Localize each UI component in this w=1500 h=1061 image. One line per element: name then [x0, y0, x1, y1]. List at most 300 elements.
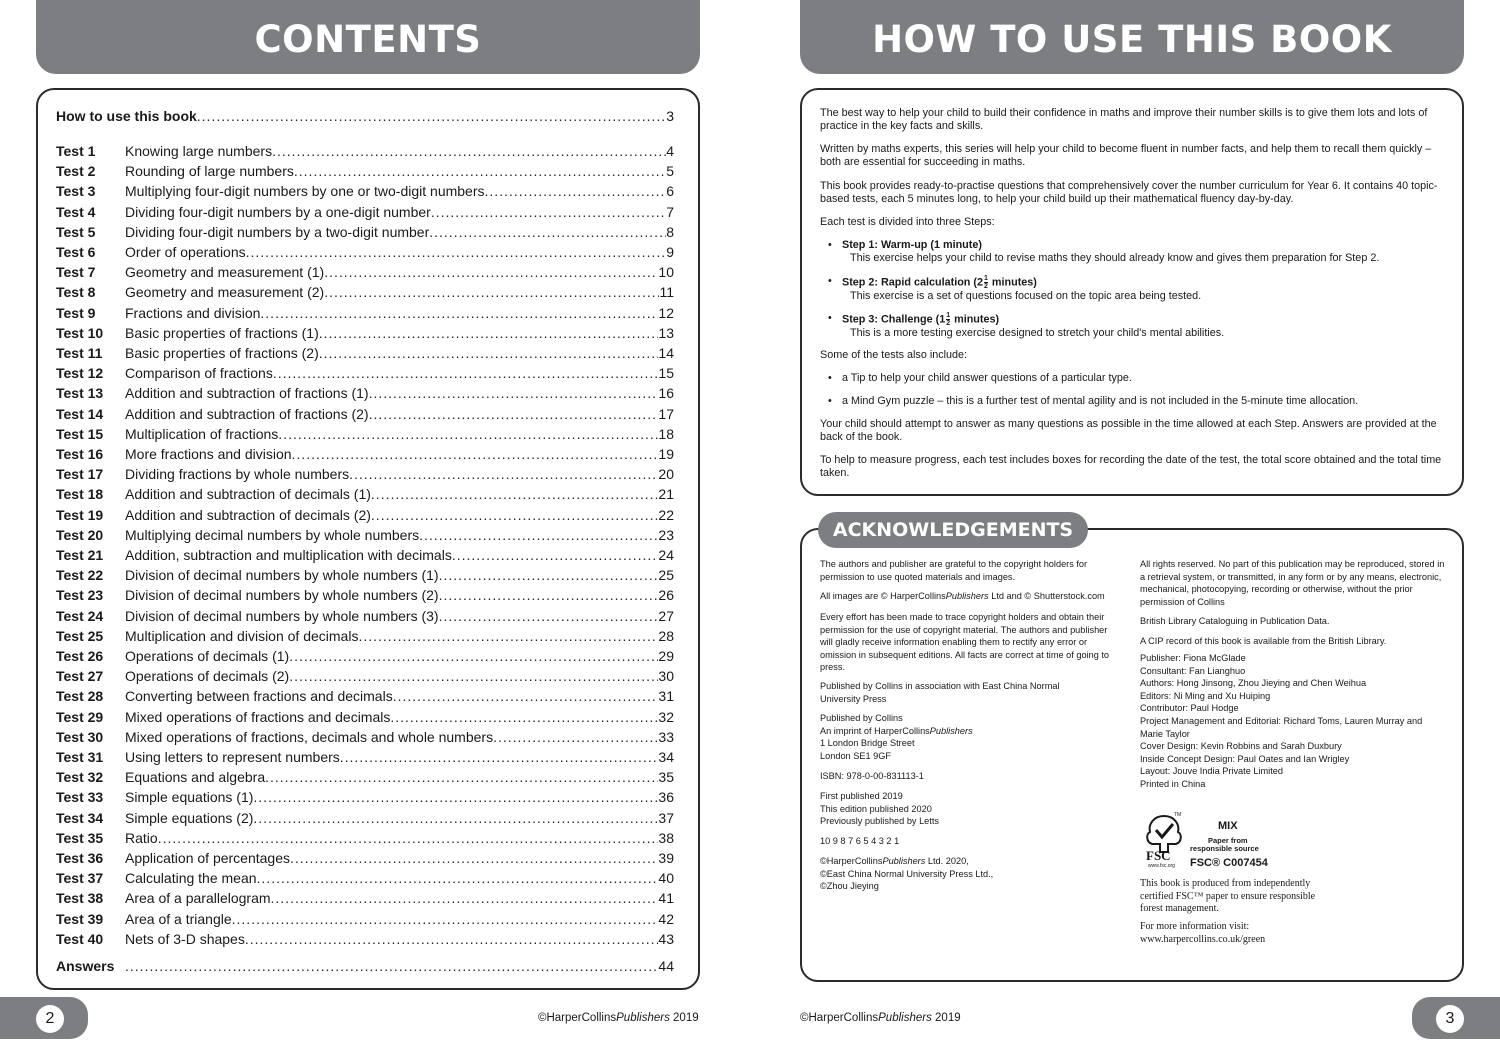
contents-box [36, 88, 700, 990]
ack-c1-i3: ©Zhou Jieying [820, 881, 879, 891]
ack-c1-e2-italic: Publishers [929, 725, 973, 736]
toc-test-page: 10 [658, 264, 674, 281]
toc-row[interactable] [56, 242, 674, 262]
toc-test-number: Test 33 [56, 789, 104, 806]
credit-line: Authors: Hong Jinsong, Zhou Jieying and Chen Weihua [1140, 678, 1367, 689]
toc-test-page: 16 [658, 385, 674, 402]
toc-test-page: 20 [658, 466, 674, 483]
toc-test-page: 7 [666, 203, 674, 220]
toc-row[interactable] [56, 848, 674, 868]
toc-test-title: Converting between fractions and decimals [125, 688, 393, 705]
toc-leader [358, 626, 658, 646]
ack-c1-b-italic: Publishers [945, 591, 989, 601]
toc-test-page: 6 [666, 183, 674, 200]
toc-test-number: Test 40 [56, 930, 104, 947]
fraction-numerator: 1 [946, 312, 951, 319]
toc-leader [369, 383, 659, 403]
toc-test-title: Geometry and measurement (2) [125, 284, 325, 301]
toc-leader [294, 161, 666, 181]
toc-leader [439, 585, 659, 605]
toc-test-number: Test 8 [56, 284, 96, 301]
contents-banner [36, 0, 700, 74]
toc-test-number: Test 15 [56, 425, 104, 442]
ack-c2-b: British Library Cataloguing in Publication Data. [1140, 616, 1330, 626]
step-2 [828, 275, 1444, 303]
include-2-text: a Mind Gym puzzle – this is a further test of mental agility and is not included in the 5-minute time allocation. [842, 395, 1359, 407]
toc-test-title: Knowing large numbers [125, 143, 273, 159]
toc-intro-title: How to use this book [56, 108, 197, 124]
ack-c1-i1-pre: ©HarperCollins [820, 856, 883, 866]
toc-leader [245, 929, 659, 949]
toc-test-title: Nets of 3-D shapes [125, 930, 245, 947]
fsc-trademark: TM [1174, 812, 1182, 818]
ack-c1-a: The authors and publisher are grateful to the copyright holders for permission to use quoted materials and images. [820, 559, 1088, 582]
ack-c1-i1 [820, 855, 993, 868]
ack-c1-i1-italic: Publishers [882, 856, 926, 866]
toc-leader [324, 282, 659, 302]
how-to-box [800, 88, 1464, 496]
fsc-code: FSC® C007454 [1190, 857, 1268, 869]
toc-test-number: Test 30 [56, 728, 104, 745]
toc-row[interactable] [56, 767, 674, 787]
toc-test-title: Application of percentages [125, 850, 290, 866]
toc-leader [485, 181, 667, 201]
toc-leader [272, 141, 666, 161]
toc-test-page: 27 [658, 607, 674, 624]
ack-c1-isbn: ISBN: 978-0-00-831113-1 [820, 771, 924, 781]
toc-test-title: Addition and subtraction of decimals (2) [125, 506, 371, 523]
htu-p5: Some of the tests also include: [820, 349, 968, 361]
toc-row[interactable] [56, 686, 674, 706]
toc-row[interactable] [56, 404, 674, 424]
ack-c1-e4: London SE1 9GF [820, 750, 891, 761]
toc-row[interactable] [56, 666, 674, 686]
ack-c1-b [820, 590, 1130, 603]
ack-c2-a: All rights reserved. No part of this publication may be reproduced, stored in a retrieval system, or transmitted, in any form or by any means, electronic, mechanical, photocopying, recording or otherwise, without the prior permission of Collins [1140, 559, 1445, 607]
toc-leader [393, 686, 659, 706]
toc-test-page: 18 [658, 425, 674, 442]
toc-row[interactable] [56, 363, 674, 383]
toc-leader [125, 956, 658, 976]
step-3 [828, 312, 1444, 340]
toc-test-number: Test 31 [56, 749, 104, 765]
toc-row[interactable] [56, 303, 674, 323]
step-1 [828, 239, 1444, 265]
toc-leader [390, 707, 658, 727]
toc-row[interactable] [56, 161, 674, 181]
bullet-icon: • [828, 312, 832, 324]
htu-p3: This book provides ready-to-practise questions that comprehensively cover the number curriculum for Year 6. It contains 40 topic-based tests, each 5 minutes long, to help your child build up their mathematical fluency day-by-day. [820, 180, 1438, 205]
fsc-more-label: For more information visit: [1140, 921, 1250, 932]
toc-leader [349, 464, 658, 484]
ack-c1-c: Every effort has been made to trace copyright holders and obtain their permission for the use of copyright material. The authors and publisher will gladly receive information enabling them to rectify any error or omission in subsequent editions. All facts are correct at time of going to press. [820, 612, 1110, 672]
ack-c1-i2: ©East China Normal University Press Ltd., [820, 868, 994, 879]
include-1-text: a Tip to help your child answer questions of a particular type. [842, 372, 1132, 384]
toc-test-title: Mixed operations of fractions and decimals [125, 708, 391, 725]
credit-line: Inside Concept Design: Paul Oates and Ian Wrigley [1140, 753, 1350, 764]
bullet-icon: • [828, 395, 832, 407]
toc-test-title: Multiplying four-digit numbers by one or two-digit numbers [125, 183, 485, 200]
toc-test-page: 4 [666, 143, 674, 159]
ack-c2-c: A CIP record of this book is available from the British Library. [1140, 636, 1387, 646]
toc-test-title: Division of decimal numbers by whole numbers (1) [125, 567, 439, 584]
toc-test-page: 12 [658, 304, 674, 321]
toc-intro-row[interactable] [56, 106, 674, 126]
toc-test-page: 35 [658, 769, 674, 786]
toc-leader [431, 202, 666, 222]
toc-row[interactable] [56, 606, 674, 626]
toc-test-number: Test 19 [56, 506, 104, 523]
toc-leader [253, 787, 658, 807]
toc-leader [493, 727, 658, 747]
footer-left [538, 1012, 699, 1024]
toc-test-number: Test 35 [56, 829, 104, 846]
toc-row[interactable] [56, 464, 674, 484]
ack-c1-g2: This edition published 2020 [820, 803, 932, 814]
htu-p4: Each test is divided into three Steps: [820, 216, 995, 228]
credit-line: Cover Design: Kevin Robbins and Sarah Duxbury [1140, 741, 1342, 752]
toc-test-page: 29 [658, 648, 674, 664]
fsc-logo-text: FSC [1146, 848, 1171, 863]
fsc-source: responsible source [1190, 844, 1259, 853]
toc-row[interactable] [56, 181, 674, 201]
acknowledgements-title: ACKNOWLEDGEMENTS [832, 519, 1074, 541]
toc-answers-title: Answers [56, 958, 115, 974]
ack-c1-address [820, 712, 973, 762]
toc-test-number: Test 32 [56, 769, 104, 786]
fsc-paper: Paper from [1208, 836, 1248, 845]
toc-test-number: Test 24 [56, 607, 104, 624]
ack-c1-b-pre: All images are © HarperCollins [820, 591, 946, 601]
toc-test-title: Equations and algebra [125, 769, 266, 786]
toc-row[interactable] [56, 202, 674, 222]
toc-row[interactable] [56, 505, 674, 525]
toc-test-number: Test 14 [56, 405, 104, 422]
toc-test-title: Division of decimal numbers by whole numbers (2) [125, 587, 439, 604]
toc-leader [289, 646, 658, 666]
toc-leader [158, 828, 659, 848]
how-to-banner [800, 0, 1464, 74]
toc-test-number: Test 12 [56, 365, 104, 382]
bullet-icon: • [828, 239, 832, 251]
toc-test-page: 11 [659, 284, 674, 301]
footer-left-prefix: ©HarperCollins [538, 1012, 617, 1024]
toc-test-title: Operations of decimals (1) [125, 648, 290, 664]
toc-test-page: 42 [658, 910, 674, 927]
toc-test-page: 14 [658, 345, 674, 361]
toc-test-title: Mixed operations of fractions, decimals and whole numbers [125, 728, 494, 745]
footer-left-italic: Publishers [616, 1012, 670, 1024]
toc-test-page: 17 [658, 405, 674, 422]
toc-test-page: 21 [658, 486, 674, 503]
toc-test-title: Simple equations (2) [125, 809, 254, 826]
step-2-label-b: minutes) [988, 276, 1037, 289]
toc-row[interactable] [56, 484, 674, 504]
credit-line: Printed in China [1140, 778, 1206, 789]
toc-row[interactable] [56, 141, 674, 161]
toc-leader [232, 909, 659, 929]
toc-test-title: Dividing fractions by whole numbers [125, 466, 350, 483]
toc-row[interactable] [56, 929, 674, 949]
toc-test-page: 25 [658, 567, 674, 584]
toc-row[interactable] [56, 262, 674, 282]
credit-line: Editors: Ni Ming and Xu Huiping [1140, 690, 1271, 701]
toc-test-title: Basic properties of fractions (2) [125, 345, 319, 361]
credit-line: Project Management and Editorial: Richard Toms, Lauren Murray and Marie Taylor [1140, 715, 1423, 739]
include-1 [828, 372, 1444, 385]
toc-leader [369, 404, 659, 424]
toc-row[interactable] [56, 727, 674, 747]
toc-leader [257, 868, 659, 888]
footer-right-suffix: 2019 [931, 1012, 961, 1024]
step-2-desc: This exercise is a set of questions focused on the topic area being tested. [850, 290, 1202, 302]
toc-row[interactable] [56, 323, 674, 343]
toc-test-title: Addition and subtraction of fractions (1) [125, 385, 369, 402]
toc-test-number: Test 5 [56, 223, 96, 240]
step-3-label-a: Step 3: Challenge (1 [842, 313, 946, 326]
page-number-tab-left [0, 997, 88, 1039]
toc-test-title: Area of a parallelogram [125, 890, 271, 907]
step-3-desc: This is a more testing exercise designed to stretch your child's mental abilities. [850, 327, 1225, 339]
toc-test-number: Test 23 [56, 587, 104, 604]
toc-leader [273, 363, 659, 383]
fsc-more [1140, 921, 1265, 946]
toc-test-page: 38 [658, 829, 674, 846]
toc-test-title: Simple equations (1) [125, 789, 254, 806]
toc-leader [439, 606, 659, 626]
credit-line: Consultant: Fan Lianghuo [1140, 665, 1246, 676]
toc-test-title: Order of operations [125, 244, 246, 260]
fsc-logo-site: www.fsc.org [1148, 863, 1175, 869]
toc-test-page: 33 [658, 728, 674, 745]
toc-test-number: Test 18 [56, 486, 104, 503]
toc-test-title: Calculating the mean [125, 870, 257, 887]
toc-test-title: Geometry and measurement (1) [125, 264, 325, 281]
fsc-more-link[interactable]: www.harpercollins.co.uk/green [1140, 933, 1266, 945]
toc-test-page: 39 [658, 850, 674, 866]
toc-test-number: Test 9 [56, 304, 96, 321]
toc-row[interactable] [56, 707, 674, 727]
fraction-denominator: 2 [946, 320, 951, 327]
toc-leader [371, 505, 659, 525]
toc-test-number: Test 10 [56, 324, 104, 341]
ack-c1-i1-post: Ltd. 2020, [925, 856, 969, 866]
toc-test-number: Test 3 [56, 183, 96, 200]
htu-p6: Your child should attempt to answer as many questions as possible in the time allowed at each Step. Answers are provided at the back of the book. [820, 418, 1437, 443]
toc-test-title: Ratio [125, 829, 158, 846]
step-2-label-a: Step 2: Rapid calculation (2 [842, 276, 983, 289]
toc-test-page: 37 [658, 809, 674, 826]
toc-test-page: 26 [658, 587, 674, 604]
half-fraction [946, 312, 950, 327]
toc-test-title: Dividing four-digit numbers by a one-digit number [125, 203, 431, 220]
toc-test-number: Test 16 [56, 446, 104, 462]
acknowledgements-tab [818, 512, 1088, 548]
toc-test-number: Test 27 [56, 668, 104, 685]
htu-p2: Written by maths experts, this series will help your child to become fluent in number facts, and help them to recall them quickly – both are essential for succeeding in maths. [820, 143, 1432, 168]
toc-test-number: Test 1 [56, 143, 96, 159]
toc-row[interactable] [56, 909, 674, 929]
toc-test-number: Test 29 [56, 708, 104, 725]
footer-right-italic: Publishers [878, 1012, 932, 1024]
toc-test-number: Test 34 [56, 809, 104, 826]
toc-test-page: 13 [658, 324, 674, 341]
fraction-denominator: 2 [984, 283, 988, 290]
toc-test-number: Test 26 [56, 648, 104, 664]
toc-test-number: Test 13 [56, 385, 104, 402]
acknowledgements-box [800, 528, 1464, 982]
htu-p1: The best way to help your child to build their confidence in maths and improve their number skills is to give them lots and lots of practice in the key facts and skills. [820, 107, 1428, 132]
toc-leader [319, 343, 659, 363]
credit-line: Contributor: Paul Hodge [1140, 703, 1239, 714]
toc-row[interactable] [56, 646, 674, 666]
footer-right-prefix: ©HarperCollins [800, 1012, 879, 1024]
toc-leader [340, 747, 659, 767]
htu-p7: To help to measure progress, each test includes boxes for recording the date of the test, the total score obtained and the total time taken. [820, 454, 1442, 479]
toc-test-page: 9 [666, 244, 674, 260]
toc-test-title: Division of decimal numbers by whole numbers (3) [125, 607, 439, 624]
ack-c1-g1: First published 2019 [820, 791, 903, 801]
toc-row[interactable] [56, 525, 674, 545]
toc-row[interactable] [56, 282, 674, 302]
ack-c1-g3: Previously published by Letts [820, 816, 939, 826]
fsc-note: This book is produced from independently certified FSC™ paper to ensure responsible forest management. [1140, 878, 1316, 914]
credit-line: Layout: Jouve India Private Limited [1140, 766, 1283, 777]
toc-test-number: Test 25 [56, 627, 104, 644]
toc-leader [260, 303, 658, 323]
toc-row[interactable] [56, 343, 674, 363]
toc-leader [429, 222, 666, 242]
toc-test-title: Dividing four-digit numbers by a two-digit number [125, 223, 430, 240]
ack-c1-e3: 1 London Bridge Street [820, 738, 915, 748]
toc-test-page: 8 [666, 223, 674, 240]
how-to-title: HOW TO USE THIS BOOK [872, 18, 1392, 61]
ack-c1-e2-pre: An imprint of HarperCollins [820, 725, 930, 736]
toc-test-number: Test 4 [56, 203, 96, 220]
toc-leader [278, 424, 658, 444]
toc-leader [452, 545, 659, 565]
toc-test-page: 22 [658, 506, 674, 523]
toc-test-page: 31 [658, 688, 674, 705]
toc-row[interactable] [56, 444, 674, 464]
toc-leader [197, 106, 666, 126]
toc-test-title: Addition and subtraction of fractions (2) [125, 405, 369, 422]
toc-test-number: Test 17 [56, 466, 104, 483]
toc-test-number: Test 11 [56, 345, 103, 361]
toc-test-number: Test 38 [56, 890, 104, 907]
toc-row[interactable] [56, 565, 674, 585]
toc-test-title: Addition and subtraction of decimals (1) [125, 486, 371, 503]
toc-row[interactable] [56, 828, 674, 848]
toc-test-number: Test 6 [56, 244, 96, 260]
ack-c1-b-post: Ltd and © Shutterstock.com [988, 591, 1105, 601]
fraction-numerator: 1 [984, 275, 988, 282]
toc-leader [289, 666, 658, 686]
toc-row[interactable] [56, 424, 674, 444]
toc-row[interactable] [56, 808, 674, 828]
ack-c1-d: Published by Collins in association with East China Normal University Press [820, 681, 1060, 704]
toc-leader [253, 808, 658, 828]
toc-test-page: 32 [658, 708, 674, 725]
half-fraction [984, 275, 988, 290]
toc-test-title: Rounding of large numbers [125, 163, 294, 180]
footer-right [800, 1012, 961, 1024]
toc-leader [324, 262, 658, 282]
toc-leader [290, 848, 658, 868]
toc-test-page: 30 [658, 668, 674, 685]
toc-test-page: 36 [658, 789, 674, 806]
toc-test-number: Test 28 [56, 688, 104, 705]
toc-test-title: Multiplication and division of decimals [125, 627, 359, 644]
toc-test-title: Fractions and division [125, 304, 261, 321]
toc-test-number: Test 21 [56, 547, 104, 563]
step-3-label-b: minutes) [951, 313, 1000, 326]
toc-row[interactable] [56, 868, 674, 888]
toc-answers-row[interactable] [56, 956, 674, 976]
toc-test-title: Multiplication of fractions [125, 425, 279, 442]
ack-c2-credits [1140, 652, 1440, 791]
toc-row[interactable] [56, 888, 674, 908]
toc-row[interactable] [56, 383, 674, 403]
ack-c1-e2 [820, 725, 973, 738]
toc-row[interactable] [56, 585, 674, 605]
toc-test-page: 41 [658, 890, 674, 907]
ack-c1-e1: Published by Collins [820, 713, 903, 723]
step-1-label: Step 1: Warm-up (1 minute) [842, 239, 982, 251]
toc-leader [371, 484, 659, 504]
toc-test-page: 5 [666, 163, 674, 180]
toc-row[interactable] [56, 626, 674, 646]
page-number-right: 3 [1436, 1005, 1464, 1033]
toc-test-number: Test 39 [56, 910, 104, 927]
toc-row[interactable] [56, 747, 674, 767]
toc-test-page: 43 [658, 930, 674, 947]
toc-test-page: 15 [658, 365, 674, 382]
toc-row[interactable] [56, 545, 674, 565]
toc-leader [246, 242, 667, 262]
toc-row[interactable] [56, 787, 674, 807]
toc-test-page: 24 [658, 547, 674, 563]
step-1-desc: This exercise helps your child to revise maths they should already know and gives them preparation for Step 2. [850, 252, 1380, 264]
toc-intro-page: 3 [666, 108, 674, 124]
step-3-label [842, 312, 1444, 327]
toc-test-number: Test 20 [56, 526, 104, 543]
fsc-mix: MIX [1218, 820, 1238, 832]
toc-test-title: Operations of decimals (2) [125, 668, 290, 685]
toc-leader [292, 444, 659, 464]
toc-test-page: 40 [658, 870, 674, 887]
toc-test-title: Basic properties of fractions (1) [125, 324, 319, 341]
toc-leader [419, 525, 658, 545]
toc-test-title: Addition, subtraction and multiplication with decimals [125, 547, 452, 563]
toc-test-page: 28 [658, 627, 674, 644]
toc-leader [439, 565, 659, 585]
toc-test-title: Comparison of fractions [125, 365, 273, 382]
ack-c1-copyright [820, 855, 993, 893]
toc-answers-page: 44 [658, 958, 674, 974]
toc-test-page: 34 [658, 749, 674, 765]
toc-row[interactable] [56, 222, 674, 242]
ack-c1-printline: 10 9 8 7 6 5 4 3 2 1 [820, 836, 900, 846]
credit-line: Publisher: Fiona McGlade [1140, 653, 1246, 663]
step-2-label [842, 275, 1444, 290]
ack-c1-editions [820, 790, 939, 828]
bullet-icon: • [828, 372, 832, 384]
toc-test-page: 19 [658, 446, 674, 462]
toc-leader [319, 323, 659, 343]
toc-test-number: Test 7 [56, 264, 96, 281]
toc-test-title: Using letters to represent numbers [125, 749, 340, 765]
